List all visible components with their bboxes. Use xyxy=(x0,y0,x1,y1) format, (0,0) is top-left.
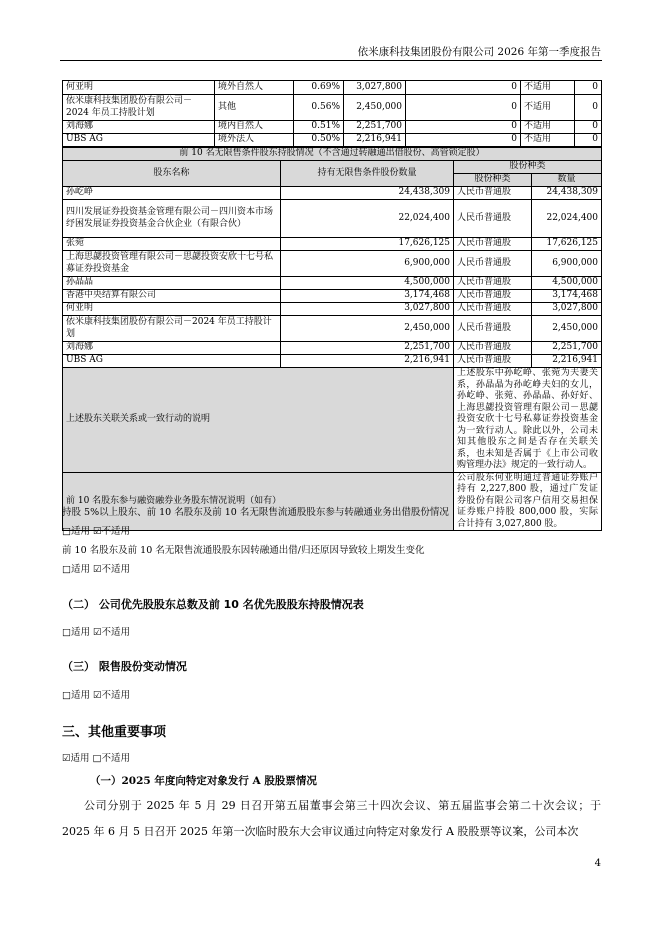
table-row xyxy=(63,251,602,277)
pledge-qty: 0 xyxy=(575,121,602,134)
holding-pct: 0.51% xyxy=(294,121,344,134)
pledge-status: 不适用 xyxy=(521,95,575,121)
shareholder-name: 张菀 xyxy=(63,238,281,251)
section3-check: □适用 ☑不适用 xyxy=(62,690,131,701)
relation-text: 上述股东中孙屹峥、张菀为夫妻关系，孙晶晶为孙屹峥夫妇的女儿，孙屹峥、张菀、孙晶晶、孙好好、上海思勰投资管理有限公司－思勰投资安欣十七号私募证券投资基金为一致行动人。除此以外，公司未知其他股东之间是否存在关联关系，也未知是否属于《上市公司收购管理办法》规定的一致行动人。 xyxy=(454,368,602,473)
table-row xyxy=(63,368,602,473)
table-row xyxy=(63,303,602,316)
lending-title: 持股 5%以上股东、前 10 名股东及前 10 名无限售流通股股东参与转融通业务出借股份情况 xyxy=(62,507,449,518)
table-title-row xyxy=(63,148,602,161)
share-qty: 6,900,000 xyxy=(532,251,602,277)
unrestricted-shares: 2,251,700 xyxy=(281,342,454,355)
table-title: 前 10 名无限售条件股东持股情况（不含通过转融通出借股份、高管锁定股） xyxy=(63,148,602,161)
table-row xyxy=(63,316,602,342)
holding-shares: 2,216,941 xyxy=(344,134,406,147)
unrestricted-shares: 3,027,800 xyxy=(281,303,454,316)
shareholder-name: 香港中央结算有限公司 xyxy=(63,290,281,303)
restricted-shares: 0 xyxy=(406,121,521,134)
shareholder-name: 刘海娜 xyxy=(63,342,281,355)
shareholder-name: UBS AG xyxy=(63,355,281,368)
unrestricted-shareholders-table xyxy=(62,147,602,531)
shareholder-type: 境外自然人 xyxy=(215,81,294,95)
shareholder-name: 孙晶晶 xyxy=(63,277,281,290)
column-header-class-qty: 数量 xyxy=(532,174,602,187)
unrestricted-shares: 3,174,468 xyxy=(281,290,454,303)
share-kind: 人民币普通股 xyxy=(454,316,532,342)
shareholder-type: 境内自然人 xyxy=(215,121,294,134)
shareholder-name: 何亚明 xyxy=(63,303,281,316)
table-row xyxy=(63,290,602,303)
share-kind: 人民币普通股 xyxy=(454,355,532,368)
share-kind: 人民币普通股 xyxy=(454,251,532,277)
part3-subtitle: （一）2025 年度向特定对象发行 A 股股票情况 xyxy=(90,775,317,787)
section2-check: □适用 ☑不适用 xyxy=(62,627,131,638)
column-header-shares: 持有无限售条件股份数量 xyxy=(281,161,454,187)
table-row xyxy=(63,355,602,368)
table-row xyxy=(63,95,602,121)
page-header: 依米康科技集团股份有限公司 2026 年第一季度报告 xyxy=(357,46,601,58)
restricted-shares: 0 xyxy=(406,81,521,95)
part3-paragraph: 公司分别于 2025 年 5 月 29 日召开第五届董事会第三十四次会议、第五届监事会第二十次会议；于 2025 年 6 月 5 日召开 2025 年第一次临时股东大会审议通过向特定对象发行 A 股股票等议案，公司本次 xyxy=(62,799,601,838)
shareholder-name: 上海思勰投资管理有限公司－思勰投资安欣十七号私募证券投资基金 xyxy=(63,251,281,277)
unrestricted-shares: 2,216,941 xyxy=(281,355,454,368)
holding-shares: 3,027,800 xyxy=(344,81,406,95)
table-row xyxy=(63,81,602,95)
pledge-qty: 0 xyxy=(575,81,602,95)
share-kind: 人民币普通股 xyxy=(454,277,532,290)
margin-text: 公司股东何亚明通过普通证券账户持有 2,227,800 股，通过广发证券股份有限公司客户信用交易担保证券账户持股 800,000 股，实际合计持有 3,027,800 股。 xyxy=(454,472,602,531)
page-number: 4 xyxy=(594,858,601,869)
pledge-qty: 0 xyxy=(575,134,602,147)
table-row xyxy=(63,200,602,238)
table-row xyxy=(63,187,602,200)
shareholder-type: 境外法人 xyxy=(215,134,294,147)
change-title: 前 10 名股东及前 10 名无限售流通股股东因转融通出借/归还原因导致较上期发生变化 xyxy=(62,545,425,556)
share-qty: 3,027,800 xyxy=(532,303,602,316)
share-qty: 24,438,309 xyxy=(532,187,602,200)
header-divider xyxy=(60,60,602,61)
part3-check: ☑适用 □不适用 xyxy=(62,753,131,764)
share-qty: 4,500,000 xyxy=(532,277,602,290)
shareholder-name: 依米康科技集团股份有限公司－2024 年员工持股计划 xyxy=(63,95,215,121)
share-qty: 2,216,941 xyxy=(532,355,602,368)
restricted-shares: 0 xyxy=(406,134,521,147)
share-qty: 3,174,468 xyxy=(532,290,602,303)
share-qty: 22,024,400 xyxy=(532,200,602,238)
holding-shares: 2,450,000 xyxy=(344,95,406,121)
shareholder-type: 其他 xyxy=(215,95,294,121)
section3-title: （三） 限售股份变动情况 xyxy=(62,660,187,673)
table-row xyxy=(63,342,602,355)
relation-label: 上述股东关联关系或一致行动的说明 xyxy=(63,368,454,473)
column-header-name: 股东名称 xyxy=(63,161,281,187)
table-row xyxy=(63,472,602,531)
pledge-status: 不适用 xyxy=(521,134,575,147)
shareholder-name: 刘海娜 xyxy=(63,121,215,134)
section2-title: （二） 公司优先股股东总数及前 10 名优先股股东持股情况表 xyxy=(62,598,364,611)
column-header-class: 股份种类 xyxy=(454,161,602,174)
share-kind: 人民币普通股 xyxy=(454,200,532,238)
pledge-qty: 0 xyxy=(575,95,602,121)
table-row xyxy=(63,277,602,290)
share-kind: 人民币普通股 xyxy=(454,290,532,303)
share-qty: 2,251,700 xyxy=(532,342,602,355)
holding-shares: 2,251,700 xyxy=(344,121,406,134)
unrestricted-shares: 17,626,125 xyxy=(281,238,454,251)
unrestricted-shares: 4,500,000 xyxy=(281,277,454,290)
share-qty: 2,450,000 xyxy=(532,316,602,342)
shareholder-name: 依米康科技集团股份有限公司－2024 年员工持股计划 xyxy=(63,316,281,342)
unrestricted-shares: 22,024,400 xyxy=(281,200,454,238)
shareholder-name: UBS AG xyxy=(63,134,215,147)
share-qty: 17,626,125 xyxy=(532,238,602,251)
unrestricted-shares: 24,438,309 xyxy=(281,187,454,200)
shareholder-name: 孙屹峥 xyxy=(63,187,281,200)
restricted-shares: 0 xyxy=(406,95,521,121)
share-kind: 人民币普通股 xyxy=(454,342,532,355)
unrestricted-shares: 6,900,000 xyxy=(281,251,454,277)
top10-shareholders-table xyxy=(62,80,602,147)
lending-check: □适用 ☑不适用 xyxy=(62,526,131,537)
part3-title: 三、其他重要事项 xyxy=(62,725,167,740)
change-check: □适用 ☑不适用 xyxy=(62,564,131,575)
pledge-status: 不适用 xyxy=(521,121,575,134)
shareholder-name: 何亚明 xyxy=(63,81,215,95)
shareholder-name: 四川发展证券投资基金管理有限公司－四川资本市场纾困发展证券投资基金合伙企业（有限合伙） xyxy=(63,200,281,238)
column-header-class-type: 股份种类 xyxy=(454,174,532,187)
pledge-status: 不适用 xyxy=(521,81,575,95)
share-kind: 人民币普通股 xyxy=(454,238,532,251)
margin-label: 前 10 名股东参与融资融券业务股东情况说明（如有） xyxy=(63,472,454,531)
table-header-row xyxy=(63,161,602,174)
holding-pct: 0.50% xyxy=(294,134,344,147)
share-kind: 人民币普通股 xyxy=(454,187,532,200)
table-row xyxy=(63,238,602,251)
table-row xyxy=(63,134,602,147)
holding-pct: 0.69% xyxy=(294,81,344,95)
unrestricted-shares: 2,450,000 xyxy=(281,316,454,342)
table-row xyxy=(63,121,602,134)
holding-pct: 0.56% xyxy=(294,95,344,121)
share-kind: 人民币普通股 xyxy=(454,303,532,316)
